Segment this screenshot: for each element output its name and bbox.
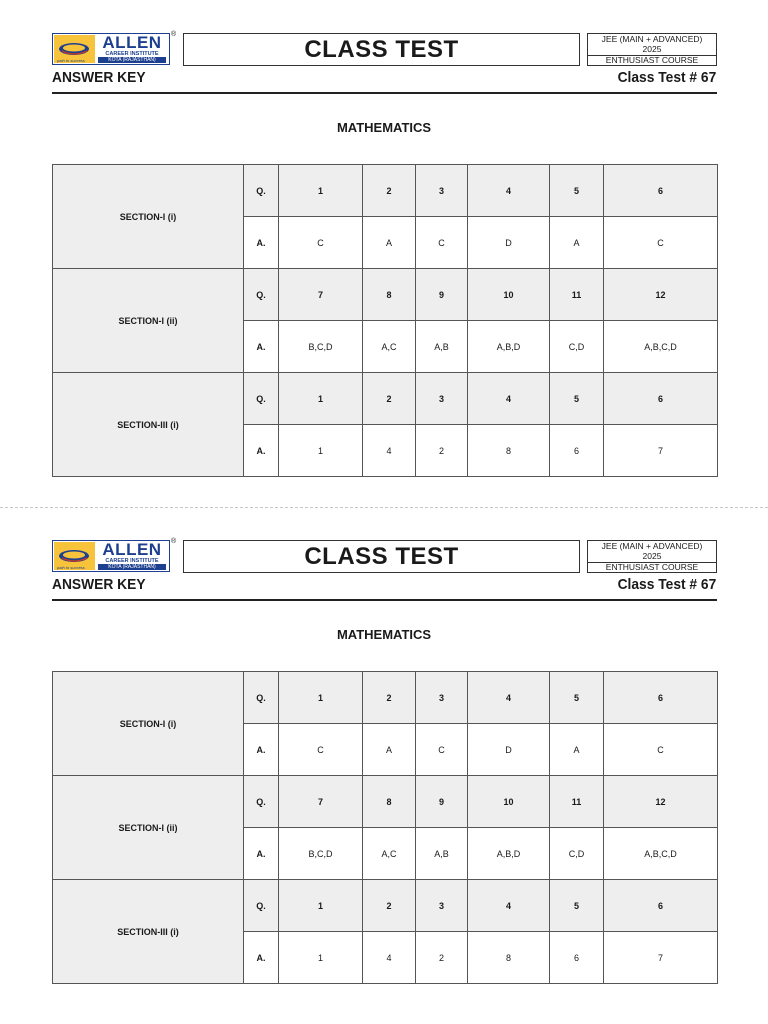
answer-value: B,C,D <box>279 321 363 373</box>
question-row <box>53 672 718 724</box>
subject-title: MATHEMATICS <box>336 627 432 642</box>
question-number: 10 <box>468 776 550 828</box>
answer-value: 6 <box>550 932 604 984</box>
section-label: SECTION-I (ii) <box>53 269 244 373</box>
answer-label: A. <box>244 932 279 984</box>
answer-label: A. <box>244 425 279 477</box>
answer-value: 1 <box>279 425 363 477</box>
question-number: 11 <box>550 776 604 828</box>
question-row <box>53 776 718 828</box>
answer-value: A,C <box>363 828 416 880</box>
course-year: 2025 <box>642 550 662 561</box>
answer-value: C,D <box>550 321 604 373</box>
test-number: Class Test # 67 <box>617 576 716 593</box>
question-number: 4 <box>468 880 550 932</box>
brand-city: KOTA (RAJASTHAN) <box>98 57 166 63</box>
answer-value: C <box>279 724 363 776</box>
section-label: SECTION-III (i) <box>53 373 244 477</box>
page-title: CLASS TEST <box>183 33 580 66</box>
answer-value: 7 <box>604 425 718 477</box>
course-name: ENTHUSIAST COURSE <box>588 562 716 573</box>
question-number: 8 <box>363 269 416 321</box>
section-label: SECTION-III (i) <box>53 880 244 984</box>
answer-key-page <box>0 0 768 507</box>
question-label: Q. <box>244 672 279 724</box>
answer-value: A <box>363 217 416 269</box>
answer-value: A <box>363 724 416 776</box>
course-exam: JEE (MAIN + ADVANCED) <box>601 34 703 44</box>
question-number: 1 <box>279 165 363 217</box>
answer-value: B,C,D <box>279 828 363 880</box>
answer-label: A. <box>244 321 279 373</box>
question-number: 5 <box>550 672 604 724</box>
answer-value: C <box>416 724 468 776</box>
registered-mark: ® <box>171 538 177 545</box>
question-number: 7 <box>279 776 363 828</box>
question-number: 10 <box>468 269 550 321</box>
answer-value: C <box>604 724 718 776</box>
answer-value: C <box>416 217 468 269</box>
brand-tagline: path to success <box>57 58 85 63</box>
answer-value: A,C <box>363 321 416 373</box>
header-rule <box>52 599 717 601</box>
brand-block <box>96 542 168 570</box>
answer-label: A. <box>244 828 279 880</box>
answer-value: A,B <box>416 321 468 373</box>
course-year: 2025 <box>642 43 662 54</box>
question-number: 1 <box>279 373 363 425</box>
answer-value: A <box>550 724 604 776</box>
answer-table <box>52 671 718 984</box>
registered-mark: ® <box>171 31 177 38</box>
course-box <box>587 540 717 573</box>
question-number: 3 <box>416 165 468 217</box>
question-number: 5 <box>550 373 604 425</box>
question-label: Q. <box>244 373 279 425</box>
brand-subtitle: CAREER INSTITUTE <box>105 51 159 57</box>
answer-value: A,B,C,D <box>604 321 718 373</box>
brand-subtitle: CAREER INSTITUTE <box>105 558 159 564</box>
answer-value: C <box>604 217 718 269</box>
section-label: SECTION-I (i) <box>53 165 244 269</box>
question-number: 4 <box>468 165 550 217</box>
answer-key-heading: ANSWER KEY <box>52 69 146 86</box>
test-number: Class Test # 67 <box>617 69 716 86</box>
question-number: 11 <box>550 269 604 321</box>
brand-name: ALLEN <box>102 540 162 559</box>
answer-table <box>52 164 718 477</box>
section-label: SECTION-I (i) <box>53 672 244 776</box>
question-number: 6 <box>604 165 718 217</box>
answer-value: 8 <box>468 425 550 477</box>
allen-emblem-icon <box>54 35 95 63</box>
question-number: 4 <box>468 672 550 724</box>
question-row <box>53 165 718 217</box>
answer-value: A,B <box>416 828 468 880</box>
question-number: 6 <box>604 373 718 425</box>
question-number: 2 <box>363 373 416 425</box>
brand-tagline: path to success <box>57 565 85 570</box>
question-number: 6 <box>604 672 718 724</box>
section-label: SECTION-I (ii) <box>53 776 244 880</box>
question-label: Q. <box>244 165 279 217</box>
allen-emblem-icon <box>54 542 95 570</box>
answer-value: A,B,D <box>468 321 550 373</box>
page-title: CLASS TEST <box>183 540 580 573</box>
question-number: 12 <box>604 269 718 321</box>
answer-value: 8 <box>468 932 550 984</box>
question-label: Q. <box>244 269 279 321</box>
question-number: 9 <box>416 776 468 828</box>
question-number: 5 <box>550 165 604 217</box>
answer-label: A. <box>244 724 279 776</box>
question-number: 3 <box>416 373 468 425</box>
brand-block <box>96 35 168 63</box>
question-label: Q. <box>244 776 279 828</box>
answer-value: 1 <box>279 932 363 984</box>
answer-value: 4 <box>363 932 416 984</box>
question-number: 1 <box>279 880 363 932</box>
course-box <box>587 33 717 66</box>
question-number: 6 <box>604 880 718 932</box>
answer-key-heading: ANSWER KEY <box>52 576 146 593</box>
answer-value: A,B,D <box>468 828 550 880</box>
question-number: 7 <box>279 269 363 321</box>
allen-logo <box>52 540 170 572</box>
allen-logo <box>52 33 170 65</box>
question-number: 8 <box>363 776 416 828</box>
answer-value: C <box>279 217 363 269</box>
subject-title: MATHEMATICS <box>336 120 432 135</box>
answer-value: 7 <box>604 932 718 984</box>
answer-value: A <box>550 217 604 269</box>
question-row <box>53 373 718 425</box>
answer-key-page <box>0 507 768 1014</box>
course-name: ENTHUSIAST COURSE <box>588 55 716 66</box>
course-exam: JEE (MAIN + ADVANCED) <box>601 541 703 551</box>
header-rule <box>52 92 717 94</box>
answer-value: D <box>468 217 550 269</box>
answer-value: 6 <box>550 425 604 477</box>
question-number: 3 <box>416 880 468 932</box>
answer-label: A. <box>244 217 279 269</box>
question-number: 9 <box>416 269 468 321</box>
brand-city: KOTA (RAJASTHAN) <box>98 564 166 570</box>
answer-value: D <box>468 724 550 776</box>
answer-value: A,B,C,D <box>604 828 718 880</box>
answer-value: 2 <box>416 932 468 984</box>
question-number: 5 <box>550 880 604 932</box>
question-row <box>53 880 718 932</box>
question-number: 2 <box>363 880 416 932</box>
question-number: 2 <box>363 672 416 724</box>
question-number: 1 <box>279 672 363 724</box>
question-label: Q. <box>244 880 279 932</box>
question-number: 12 <box>604 776 718 828</box>
brand-name: ALLEN <box>102 33 162 52</box>
question-number: 4 <box>468 373 550 425</box>
answer-value: 2 <box>416 425 468 477</box>
question-number: 2 <box>363 165 416 217</box>
answer-value: 4 <box>363 425 416 477</box>
question-row <box>53 269 718 321</box>
answer-value: C,D <box>550 828 604 880</box>
question-number: 3 <box>416 672 468 724</box>
